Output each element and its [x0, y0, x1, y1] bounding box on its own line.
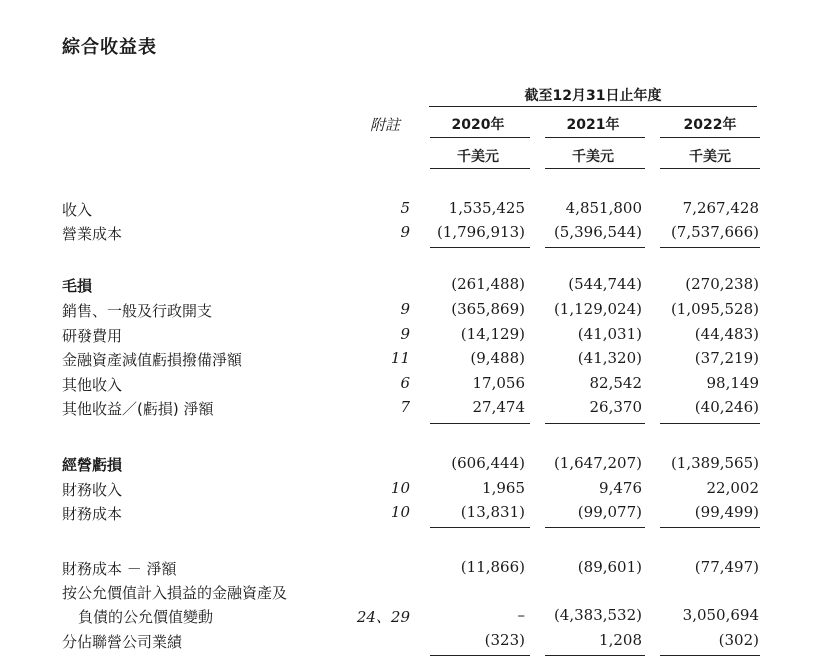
row-label: 營業成本	[62, 225, 123, 243]
value-2021: (41,031)	[577, 325, 642, 343]
table-row	[0, 398, 836, 420]
table-row	[0, 199, 836, 221]
value-2022: (1,095,528)	[670, 300, 759, 318]
value-2022: 3,050,694	[682, 606, 759, 624]
row-label: 收入	[62, 201, 93, 219]
row-note: 9	[400, 300, 410, 318]
value-2020: 27,474	[472, 398, 525, 416]
year-header-2020: 2020年	[451, 117, 505, 133]
table-row	[0, 325, 836, 347]
bottom-rule-2022	[660, 655, 760, 656]
row-label: 其他收益／(虧損) 淨額	[62, 400, 214, 418]
value-2022: 98,149	[706, 374, 759, 392]
table-row	[0, 606, 836, 628]
value-2021: 9,476	[599, 479, 642, 497]
value-2021: (544,744)	[568, 275, 642, 293]
row-note: 5	[400, 199, 410, 217]
unit-rule-2020	[430, 168, 530, 169]
value-2020: (606,444)	[451, 454, 525, 472]
value-2020: (13,831)	[460, 503, 525, 521]
value-2020: (261,488)	[451, 275, 525, 293]
value-2021: (1,129,024)	[553, 300, 642, 318]
unit-header-2021: 千美元	[572, 149, 614, 165]
row-note: 9	[400, 325, 410, 343]
value-2021: (1,647,207)	[553, 454, 642, 472]
value-2022: 7,267,428	[682, 199, 759, 217]
value-2020: (14,129)	[460, 325, 525, 343]
table-row	[0, 582, 836, 604]
row-label: 財務成本 － 淨額	[62, 560, 177, 578]
subtotal-rule-2020	[430, 247, 530, 248]
year-header-2021: 2021年	[566, 117, 620, 133]
value-2022: (37,219)	[694, 349, 759, 367]
value-2020: 1,965	[482, 479, 525, 497]
value-2022: (7,537,666)	[670, 223, 759, 241]
value-2020: (1,796,913)	[436, 223, 525, 241]
subtotal-rule-2021	[545, 527, 645, 528]
year-rule-2021	[545, 137, 645, 138]
unit-header-2020: 千美元	[457, 149, 499, 165]
year-rule-2020	[430, 137, 530, 138]
row-note: 10	[390, 503, 410, 521]
row-label: 毛損	[62, 277, 93, 295]
subtotal-rule-2022	[660, 527, 760, 528]
row-label: 其他收入	[62, 376, 123, 394]
subtotal-rule-2022	[660, 247, 760, 248]
value-2020: (11,866)	[460, 558, 525, 576]
value-2021: (5,396,544)	[553, 223, 642, 241]
table-row	[0, 275, 836, 297]
row-note: 11	[390, 349, 410, 367]
unit-rule-2022	[660, 168, 760, 169]
value-2022: (44,483)	[694, 325, 759, 343]
table-row	[0, 300, 836, 322]
value-2022: (40,246)	[694, 398, 759, 416]
subtotal-rule-2020	[430, 527, 530, 528]
value-2021: (4,383,532)	[553, 606, 642, 624]
subtotal-rule-2020	[430, 423, 530, 424]
row-note: 9	[400, 223, 410, 241]
table-row	[0, 479, 836, 501]
row-note: 24、29	[356, 608, 410, 626]
value-2020: (9,488)	[470, 349, 525, 367]
value-2022: 22,002	[706, 479, 759, 497]
period-header: 截至12月31日止年度	[524, 88, 662, 104]
table-row	[0, 558, 836, 580]
subtotal-rule-2022	[660, 423, 760, 424]
table-row	[0, 454, 836, 476]
unit-header-2022: 千美元	[689, 149, 731, 165]
row-label: 研發費用	[62, 327, 123, 345]
bottom-rule-2020	[430, 655, 530, 656]
row-label: 金融資產減值虧損撥備淨額	[62, 351, 243, 369]
value-2022: (1,389,565)	[670, 454, 759, 472]
value-2021: 26,370	[589, 398, 642, 416]
value-2021: (99,077)	[577, 503, 642, 521]
subtotal-rule-2021	[545, 247, 645, 248]
table-row	[0, 374, 836, 396]
row-label: 財務成本	[62, 505, 123, 523]
table-row	[0, 349, 836, 371]
value-2021: 4,851,800	[565, 199, 642, 217]
row-note: 6	[400, 374, 410, 392]
value-2022: (77,497)	[694, 558, 759, 576]
year-rule-2022	[660, 137, 760, 138]
value-2020: (365,869)	[451, 300, 525, 318]
period-rule	[429, 106, 757, 107]
value-2021: 1,208	[599, 631, 642, 649]
row-label: 財務收入	[62, 481, 123, 499]
row-label: 按公允價值計入損益的金融資產及	[62, 584, 288, 602]
row-label: 分佔聯營公司業績	[62, 633, 183, 651]
row-label: 銷售、一般及行政開支	[62, 302, 213, 320]
table-row	[0, 631, 836, 653]
page-title: 綜合收益表	[62, 37, 157, 58]
value-2020: –	[517, 606, 525, 624]
value-2020: (323)	[484, 631, 525, 649]
value-2020: 17,056	[472, 374, 525, 392]
bottom-rule-2021	[545, 655, 645, 656]
value-2021: 82,542	[589, 374, 642, 392]
value-2020: 1,535,425	[448, 199, 525, 217]
value-2022: (270,238)	[685, 275, 759, 293]
subtotal-rule-2021	[545, 423, 645, 424]
unit-rule-2021	[545, 168, 645, 169]
value-2022: (302)	[718, 631, 759, 649]
table-row	[0, 223, 836, 245]
value-2021: (41,320)	[577, 349, 642, 367]
row-note: 10	[390, 479, 410, 497]
table-row	[0, 503, 836, 525]
year-header-2022: 2022年	[683, 117, 737, 133]
note-column-header: 附註	[369, 116, 400, 134]
value-2021: (89,601)	[577, 558, 642, 576]
row-label: 經營虧損	[62, 456, 123, 474]
value-2022: (99,499)	[694, 503, 759, 521]
row-label: 負債的公允價值變動	[78, 608, 214, 626]
row-note: 7	[400, 398, 410, 416]
